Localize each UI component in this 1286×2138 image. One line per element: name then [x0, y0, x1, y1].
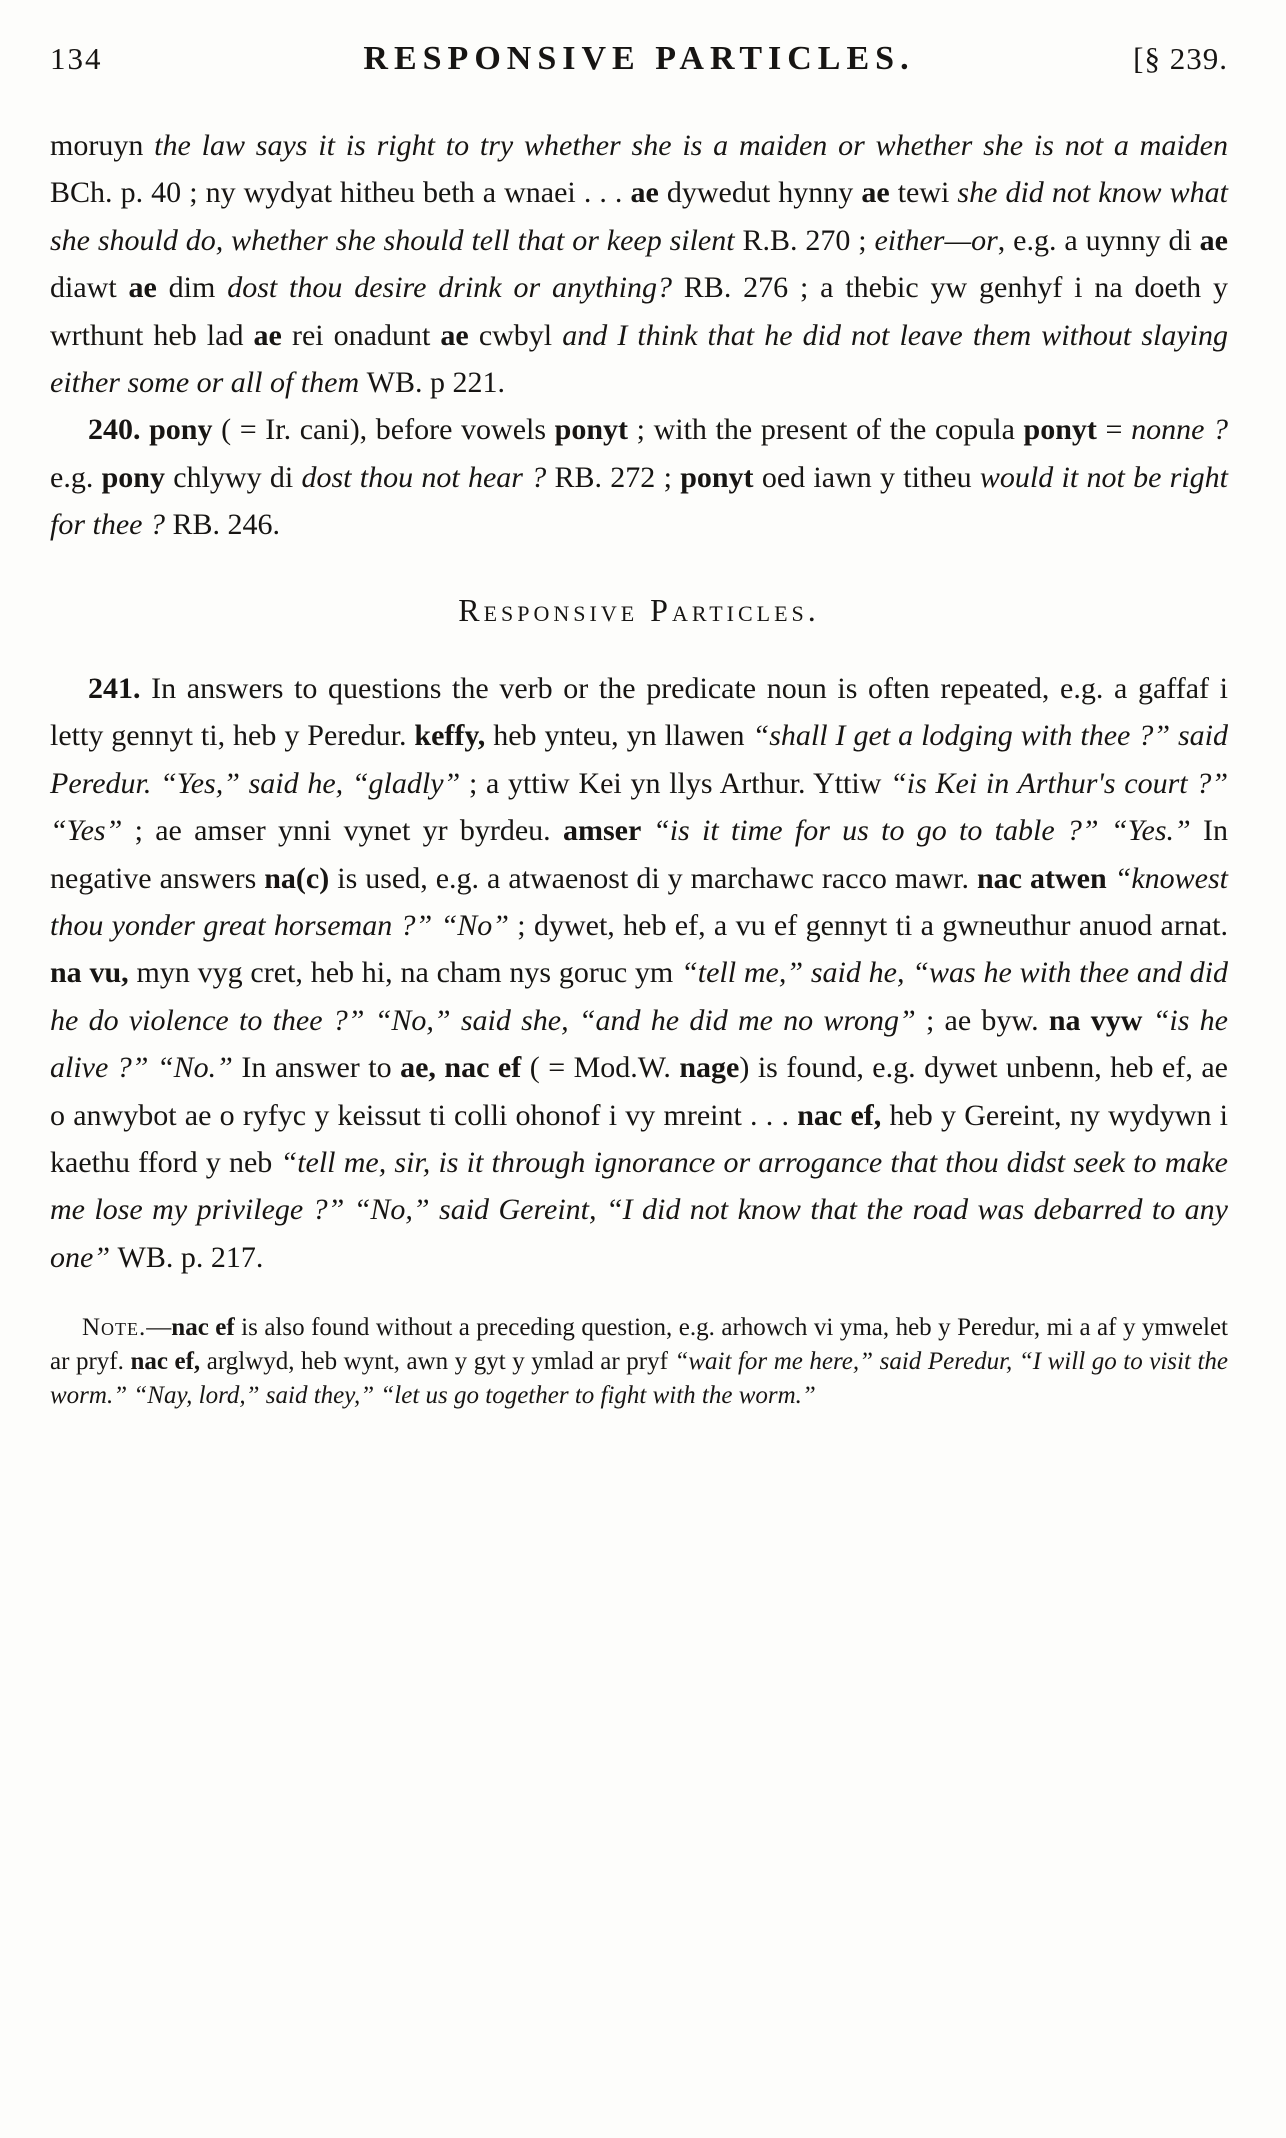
text-run: — — [146, 1314, 172, 1342]
page-number: 134 — [50, 41, 103, 76]
section-heading-responsive-particles: Responsive Particles. — [458, 591, 820, 628]
text-run: ; dywet, heb ef, a vu ef gennyt ti a gwneuthur anuod arnat. — [508, 909, 1228, 943]
text-run: na(c) — [264, 861, 338, 895]
text-run: dim — [168, 271, 228, 305]
text-run: cwbyl — [478, 318, 563, 352]
text-run: amser — [562, 814, 654, 848]
text-run: is used, e.g. a atwaenost di y marchawc racco mawr. — [337, 861, 977, 895]
text-run: RB. 246. — [172, 508, 281, 542]
text-run: ; with the present of the copula — [628, 413, 1024, 447]
text-run: ) is found, e.g. dywet unbenn, heb ef, ae o anwybot ae o ryfyc y keissut ti colli ohonof i vy mreint . . . — [50, 1051, 1228, 1132]
paragraph-continuation-moruyn — [50, 122, 1228, 406]
text-run: nac ef, — [797, 1098, 890, 1132]
text-run: “shall I get a lodging with thee ?” said Peredur. “Yes,” said he, “gladly” — [50, 719, 1228, 800]
text-run: “knowest thou yonder great horseman ?” “No” — [50, 861, 1228, 943]
text-run: ae — [253, 318, 292, 352]
text-run: ponyt — [1023, 413, 1097, 447]
section-reference: [§ 239. — [1133, 41, 1228, 76]
text-run: heb ynteu, yn llawen — [493, 719, 753, 753]
text-run: moruyn — [50, 129, 155, 162]
text-run: RB. 276 ; a thebic yw genhyf i na doeth y wrthunt heb lad — [50, 271, 1228, 352]
text-run: “tell me, sir, is it through ignorance or arrogance that thou didst seek to make me lose my privilege ?” “No,” said Gereint, “I did not know that the road was debarred to any one” — [50, 1145, 1228, 1274]
text-run: dywedut hynny — [666, 176, 862, 210]
text-run: diawt — [50, 271, 129, 305]
paragraph-section-240 — [50, 406, 1228, 548]
text-run: tewi — [897, 176, 958, 210]
text-run: ae — [630, 176, 667, 210]
text-run: In negative answers — [50, 814, 1228, 895]
text-run: ; ae byw. — [915, 1003, 1049, 1037]
text-run: rei onadunt — [291, 318, 441, 352]
text-run: oed iawn y titheu — [761, 460, 980, 494]
text-run: heb y Gereint, ny wydywn i kaethu fford y neb — [50, 1098, 1229, 1179]
text-run: ( = Ir. cani), before vowels — [221, 413, 555, 447]
text-run: ae — [861, 176, 898, 210]
paragraph-section-241 — [50, 665, 1228, 1281]
text-run: “tell me,” said he, “was he with thee and did he do violence to thee ?” “No,” said she, “and he did me no wrong” — [50, 956, 1228, 1037]
text-run: ( = Mod.W. — [529, 1051, 680, 1085]
page-body — [50, 122, 1228, 1413]
text-run: ponyt — [554, 413, 629, 447]
footnote — [50, 1311, 1228, 1413]
text-run: dost thou not hear ? — [301, 460, 555, 494]
text-run: nac ef, — [130, 1348, 207, 1376]
text-run: she did not know what she should do, whether she should tell that or keep silent — [50, 176, 1228, 257]
text-run: would it not be right for thee ? — [50, 460, 1229, 542]
text-run: either—or — [874, 223, 998, 257]
text-run: and I think that he did not leave them without slaying either some or all of them — [50, 318, 1228, 399]
text-run: “wait for me here,” said Peredur, “I will go to visit the worm.” “Nay, lord,” said they,” “let us go together to fight with the worm.” — [50, 1348, 1228, 1410]
text-run: e.g. — [50, 460, 102, 494]
text-run: nonne ? — [1131, 413, 1229, 447]
page-header — [50, 40, 1228, 78]
text-run: dost thou desire drink or anything? — [227, 271, 684, 305]
text-run: ; ae amser ynni vynet yr byrdeu. — [122, 814, 563, 848]
text-run: WB. p 221. — [366, 365, 505, 399]
text-run: R.B. 270 ; — [742, 223, 875, 257]
text-run: 240. pony — [88, 413, 222, 447]
text-run: In answers to questions the verb or the predicate noun is often repeated, e.g. a gaffaf i letty gennyt ti, heb y Peredur. — [50, 672, 1229, 753]
text-run: ae — [128, 271, 169, 305]
text-run: , e.g. a uynny di — [997, 223, 1200, 257]
text-run: pony — [101, 460, 174, 494]
text-run: Note. — [82, 1314, 147, 1342]
text-run: “is it time for us to go to table ?” “Yes.” — [653, 814, 1203, 848]
running-title: RESPONSIVE PARTICLES. — [363, 40, 915, 77]
text-run: = — [1096, 413, 1132, 447]
text-run: ponyt — [680, 460, 762, 494]
text-run: nac ef — [171, 1314, 242, 1342]
text-run: ae, nac ef — [400, 1051, 530, 1085]
text-run: nac atwen — [977, 861, 1115, 895]
text-run: myn vyg cret, heb hi, na cham nys goruc ym — [136, 956, 682, 990]
text-run: WB. p. 217. — [117, 1240, 264, 1274]
text-run: chlywy di — [173, 460, 302, 494]
text-run: ae — [1199, 223, 1228, 257]
text-run: “is Kei in Arthur's court ?” “Yes” — [50, 766, 1228, 848]
text-run: 241. — [88, 672, 152, 706]
text-run: RB. 272 ; — [554, 460, 681, 494]
text-run: arglwyd, heb wynt, awn y gyt y ymlad ar pryf — [206, 1348, 675, 1376]
text-run: ae — [440, 318, 479, 352]
text-run: nage — [679, 1051, 740, 1085]
text-run: BCh. p. 40 ; ny wydyat hitheu beth a wnaei . . . — [50, 176, 631, 210]
text-run: na vu, — [50, 956, 137, 990]
text-run: is also found without a preceding question, e.g. arhowch vi yma, heb y Peredur, mi a af y ymwelet ar pryf. — [50, 1314, 1228, 1376]
text-run: na vyw — [1048, 1003, 1153, 1037]
text-run: ; a yttiw Kei yn llys Arthur. Yttiw — [460, 766, 891, 800]
text-run: keffy, — [414, 719, 494, 753]
text-run: the law says it is right to try whether she is a maiden or whether she is not a maiden — [154, 129, 1228, 162]
text-run: In answer to — [241, 1051, 401, 1085]
text-run: “is he alive ?” “No.” — [50, 1003, 1228, 1085]
